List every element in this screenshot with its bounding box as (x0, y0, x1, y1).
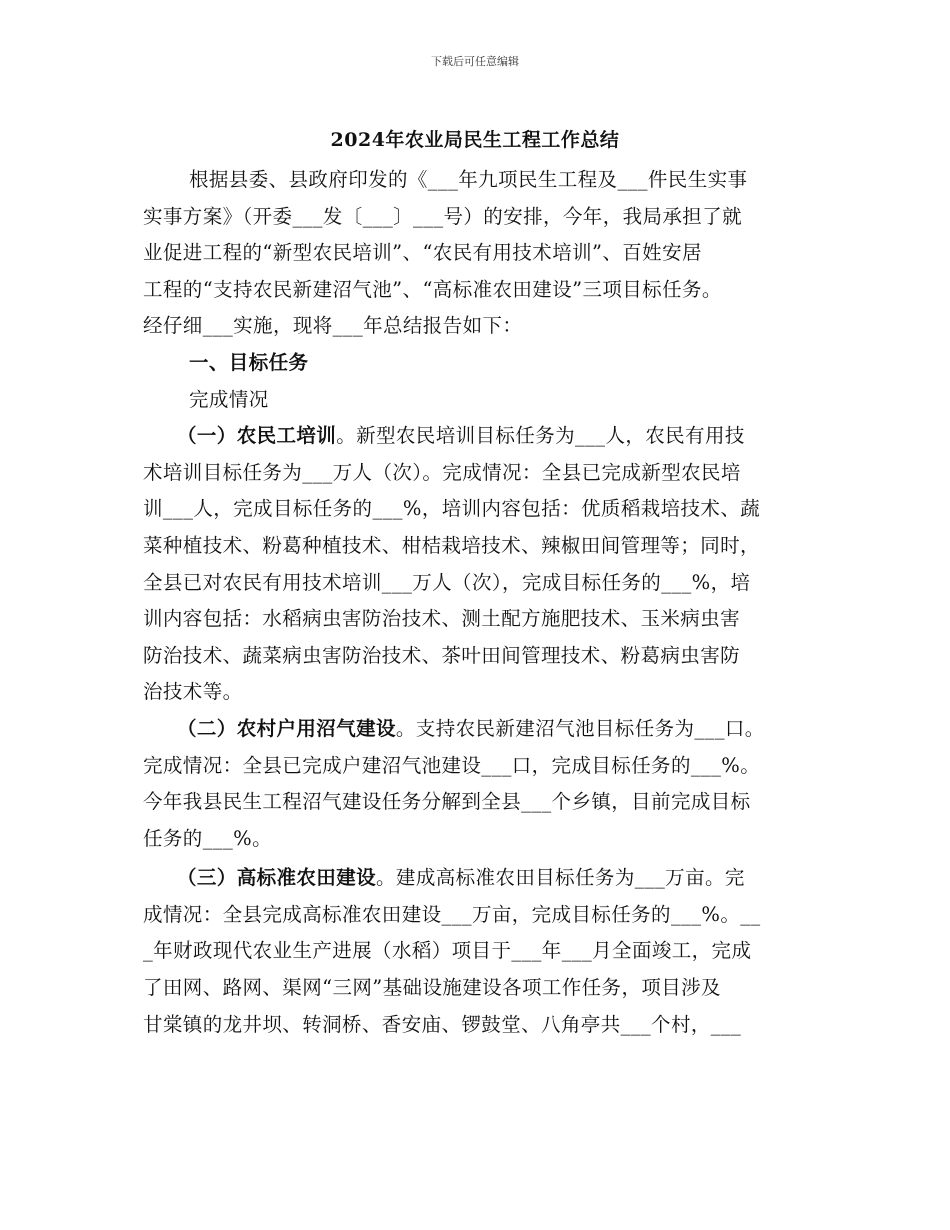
part3-line: 了田网、路网、渠网“三网”基础设施建设各项工作任务，项目涉及 (143, 976, 721, 1000)
part3-first-text: 。建成高标准农田目标任务为___万亩。完 (376, 866, 745, 890)
part2-line: 今年我县民生工程沼气建设任务分解到全县___个乡镇，目前完成目标 (143, 790, 751, 814)
part3-line: 甘棠镇的龙井坝、转洞桥、香安庙、锣鼓堂、八角亭共___个村，___ (143, 1012, 742, 1036)
part1-line: 训___人，完成目标任务的___%，培训内容包括：优质稻栽培技术、蔬 (143, 497, 761, 521)
part2-line: 完成情况：全县已完成户建沼气池建设___口，完成目标任务的___%。 (143, 753, 761, 777)
intro-line-5: 经仔细___实施，现将___年总结报告如下： (143, 314, 523, 338)
part1-line: 菜种植技术、粉葛种植技术、柑桔栽培技术、辣椒田间管理等；同时， (143, 533, 760, 557)
intro-line-4: 工程的“支持农民新建沼气池”、“高标准农田建设”三项目标任务。 (143, 277, 722, 301)
page-header: 下载后可任意编辑 (431, 55, 519, 68)
part2-first-text: 。支持农民新建沼气池目标任务为___口。 (395, 716, 765, 740)
part1-first-line (143, 418, 809, 455)
document-body (143, 162, 809, 1043)
part1-first-text: 。新型农民培训目标任务为___人，农民有用技 (336, 424, 745, 448)
part1-line: 全县已对农民有用技术培训___万人（次），完成目标任务的___%，培 (143, 570, 751, 594)
part1-line: 治技术等。 (143, 680, 243, 704)
intro-line-3: 业促进工程的“新型农民培训”、“农民有用技术培训”、百姓安居 (143, 241, 702, 265)
part1-line: 术培训目标任务为___万人（次）。完成情况：全县已完成新型农民培 (143, 460, 741, 484)
section-subheading: 完成情况 (189, 387, 269, 411)
part1-line: 训内容包括：水稻病虫害防治技术、测土配方施肥技术、玉米病虫害 (143, 607, 741, 631)
part1-heading: （一）农民工培训 (177, 424, 337, 448)
intro-line-2: 实事方案》（开委___发〔___〕___号）的安排，今年，我局承担了就 (143, 204, 743, 228)
part3-heading: （三）高标准农田建设 (177, 866, 377, 890)
document-title: 2024年农业局民生工程工作总结 (330, 129, 620, 151)
intro-line-1: 根据县委、县政府印发的《___年九项民生工程及___件民生实事 (189, 168, 748, 191)
part2-line: 任务的___%。 (143, 826, 272, 850)
part1-line: 防治技术、蔬菜病虫害防治技术、茶叶田间管理技术、粉葛病虫害防 (143, 643, 741, 667)
part2-first-line (143, 711, 809, 748)
part3-first-line (143, 860, 809, 897)
section-heading: 一、目标任务 (189, 350, 309, 374)
part3-line: _年财政现代农业生产进展（水稻）项目于___年___月全面竣工，完成 (143, 939, 752, 963)
part2-heading: （二）农村户用沼气建设 (177, 716, 396, 740)
part3-line: 成情况：全县完成高标准农田建设___万亩，完成目标任务的___%。__ (143, 902, 761, 926)
